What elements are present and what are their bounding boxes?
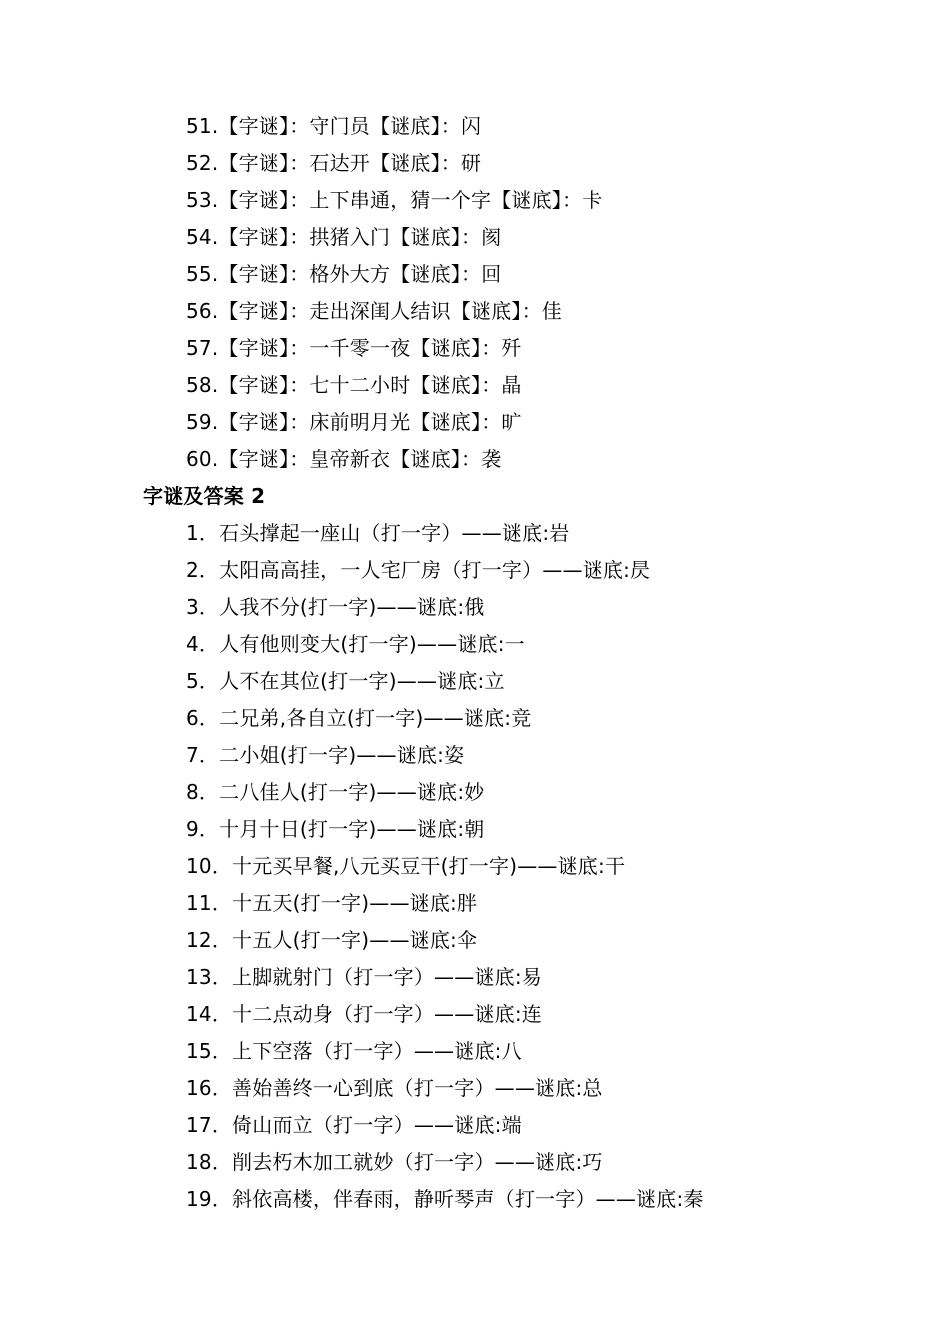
riddle-item-7: 7．二小姐(打一字)——谜底:姿 (186, 743, 465, 767)
riddle-item-57: 57.【字谜】：一千零一夜【谜底】：歼 (186, 336, 522, 360)
riddle-item-3: 3．人我不分(打一字)——谜底:俄 (186, 595, 485, 619)
riddle-item-15: 15．上下空落（打一字）——谜底:八 (186, 1039, 522, 1063)
riddle-item-8: 8．二八佳人(打一字)——谜底:妙 (186, 780, 485, 804)
riddle-item-10: 10．十元买早餐,八元买豆干(打一字)——谜底:干 (186, 854, 626, 878)
riddle-list (0, 108, 950, 1218)
riddle-item-59: 59.【字谜】：床前明月光【谜底】：旷 (186, 410, 522, 434)
riddle-item-60: 60.【字谜】：皇帝新衣【谜底】：袭 (186, 447, 502, 471)
riddle-item-13: 13．上脚就射门（打一字）——谜底:易 (186, 965, 542, 989)
riddle-item-56: 56.【字谜】：走出深闺人结识【谜底】：佳 (186, 299, 563, 323)
riddle-item-4: 4．人有他则变大(打一字)——谜底:一 (186, 632, 525, 656)
riddle-item-52: 52.【字谜】：石达开【谜底】：研 (186, 151, 482, 175)
riddle-item-18: 18．削去朽木加工就妙（打一字）——谜底:巧 (186, 1150, 603, 1174)
riddle-item-14: 14．十二点动身（打一字）——谜底:连 (186, 1002, 542, 1026)
riddle-item-9: 9．十月十日(打一字)——谜底:朝 (186, 817, 485, 841)
riddle-item-5: 5．人不在其位(打一字)——谜底:立 (186, 669, 505, 693)
riddle-item-1: 1．石头撑起一座山（打一字）——谜底:岩 (186, 521, 570, 545)
riddle-item-16: 16．善始善终一心到底（打一字）——谜底:总 (186, 1076, 603, 1100)
section-heading: 字谜及答案 2 (143, 484, 266, 508)
riddle-item-58: 58.【字谜】：七十二小时【谜底】：晶 (186, 373, 522, 397)
riddle-item-11: 11．十五天(打一字)——谜底:胖 (186, 891, 478, 915)
riddle-item-17: 17．倚山而立（打一字）——谜底:端 (186, 1113, 522, 1137)
riddle-item-12: 12．十五人(打一字)——谜底:伞 (186, 928, 478, 952)
riddle-item-51: 51.【字谜】：守门员【谜底】：闪 (186, 114, 482, 138)
riddle-item-19: 19．斜依高楼，伴春雨，静听琴声（打一字）——谜底:秦 (186, 1187, 704, 1211)
riddle-item-6: 6．二兄弟,各自立(打一字)——谜底:竞 (186, 706, 532, 730)
riddle-item-55: 55.【字谜】：格外大方【谜底】：回 (186, 262, 502, 286)
riddle-item-54: 54.【字谜】：拱猪入门【谜底】：阂 (186, 225, 502, 249)
riddle-item-2: 2．太阳高高挂，一人宅厂房（打一字）——谜底:昃 (186, 558, 651, 582)
riddle-item-53: 53.【字谜】：上下串通，猜一个字【谜底】：卡 (186, 188, 603, 212)
